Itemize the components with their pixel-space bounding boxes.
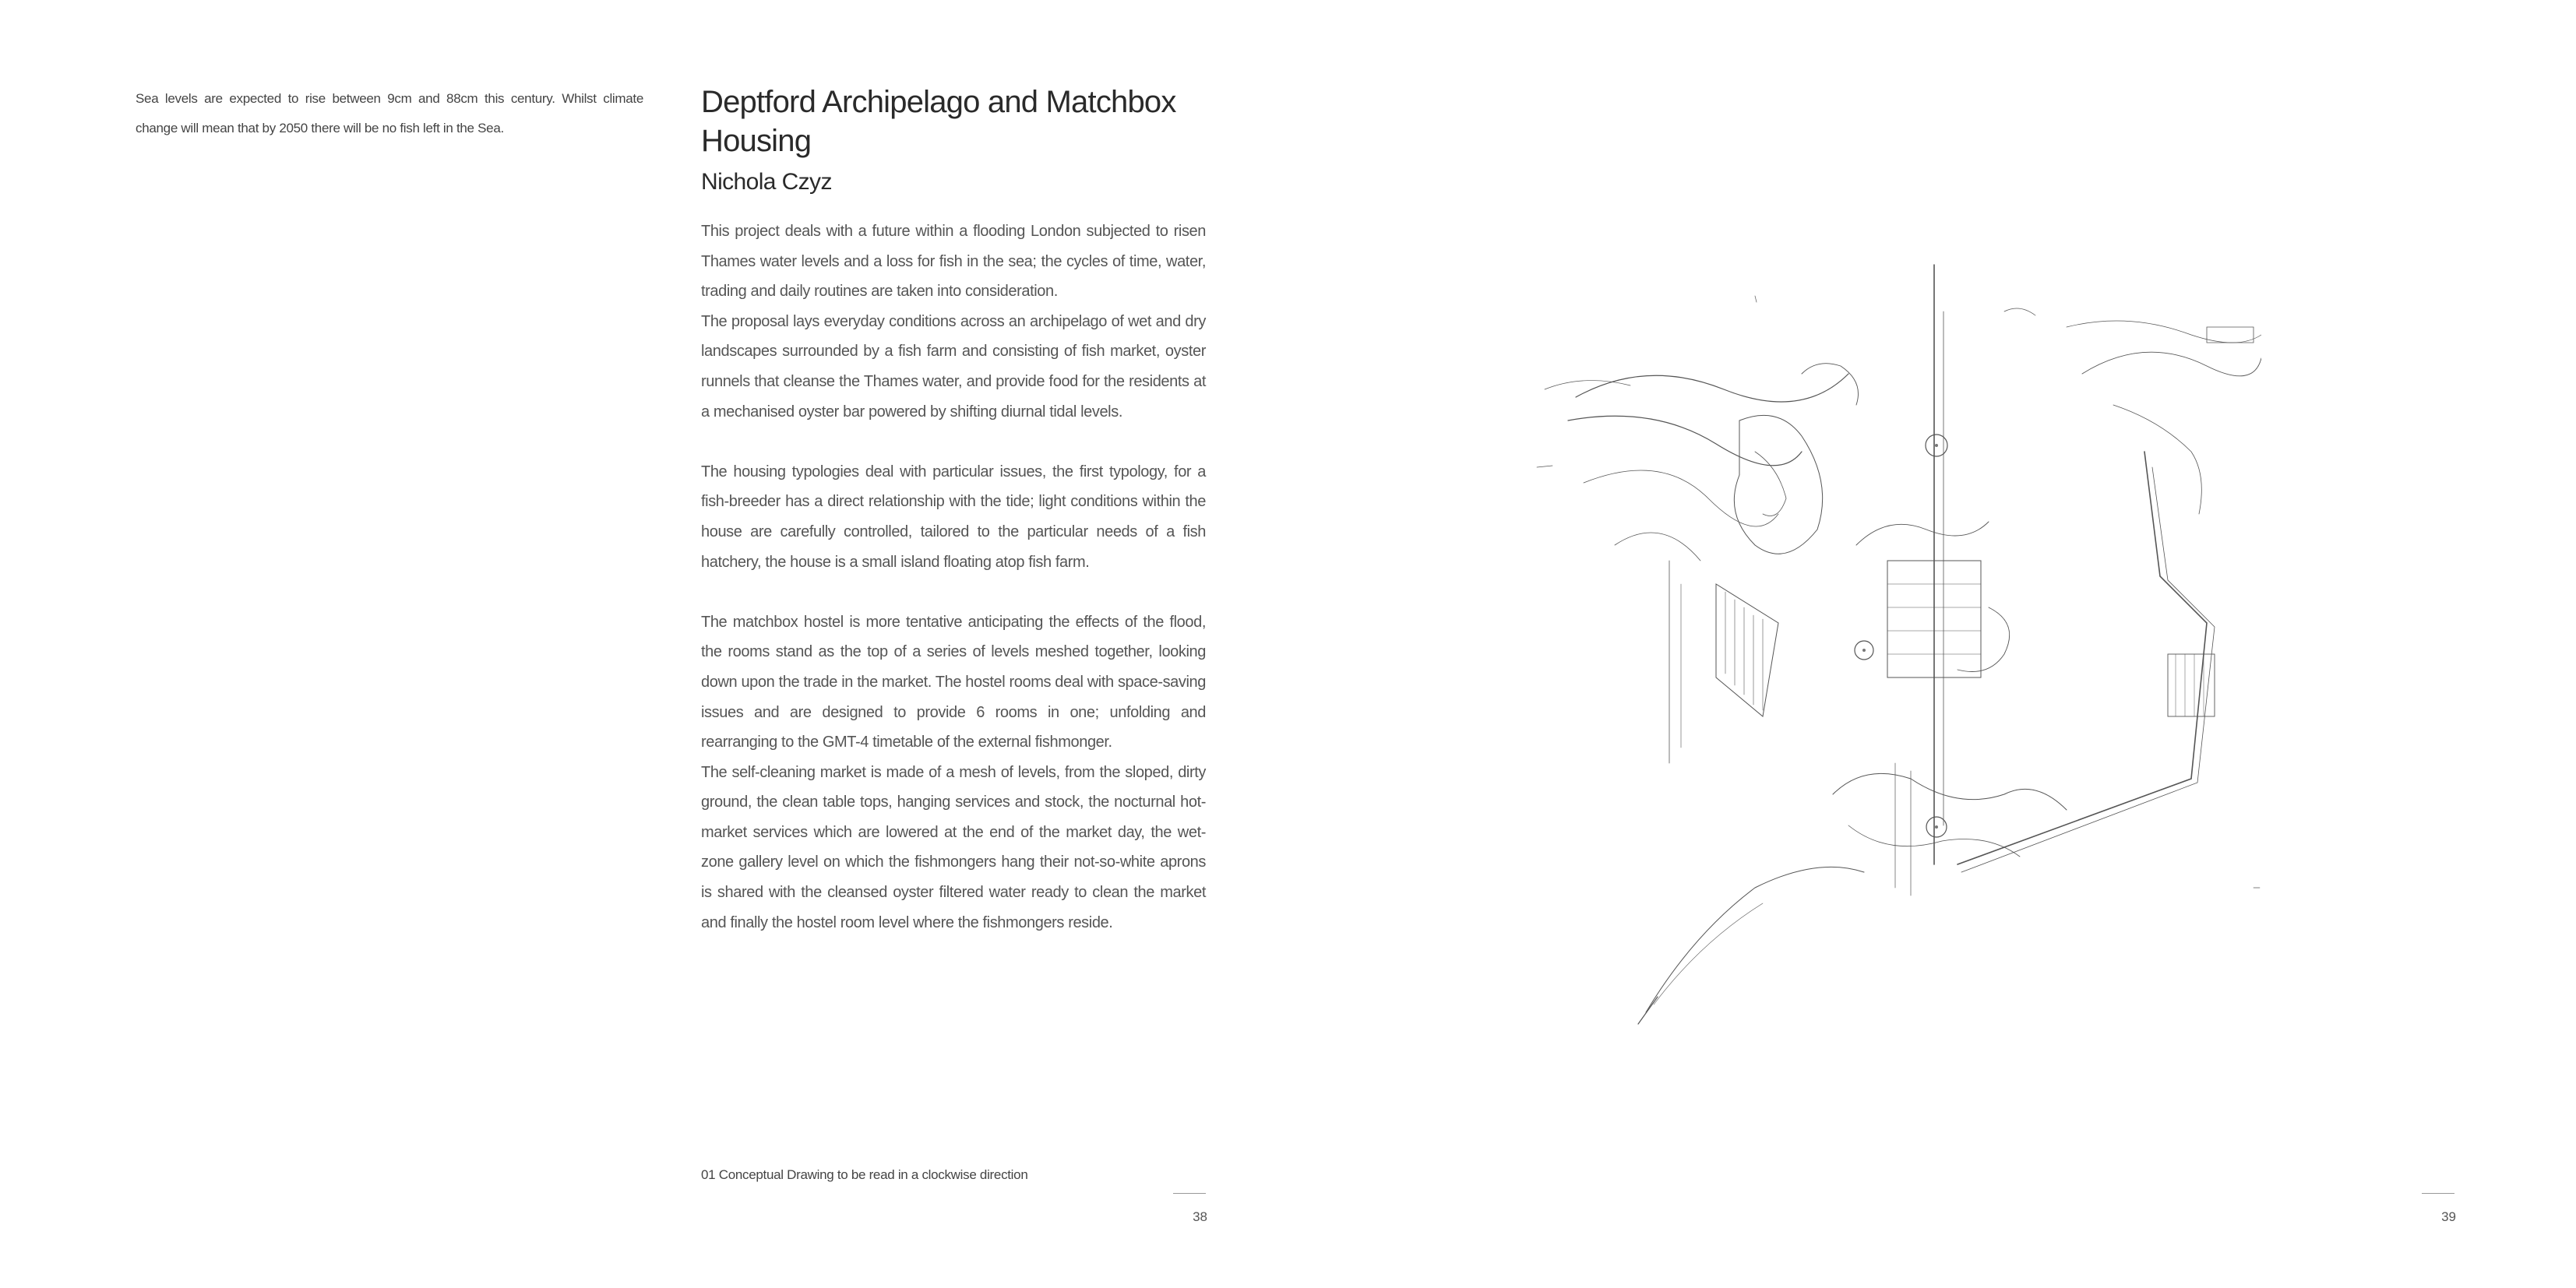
- page-number: 39: [2441, 1209, 2456, 1224]
- body-paragraph: The matchbox hostel is more tentative anticipating the effects of the flood, the rooms stand as the top of a series of levels meshed together, looking down upon the trade in the market. The hostel rooms deal with space-saving issues and are designed to provide 6 rooms in one; unfolding and rearranging to the GMT-4 timetable of the external fishmonger. The self-cleaning market is made of a mesh of levels, from the sloped, dirty ground, the clean table tops, hanging services and stock, the nocturnal hot-market services which are lowered at the end of the market day, the wet-zone gallery level on which the fishmongers hang their not-so-white aprons is shared with the cleansed oyster filtered water ready to clean the market and finally the hostel room level where the fishmongers reside.: [701, 613, 1206, 931]
- folio-rule: [1173, 1193, 1206, 1194]
- conceptual-drawing: [1521, 218, 2261, 1043]
- body-paragraph: The housing typologies deal with particular issues, the first typology, for a fish-breeder has a direct relationship with the tide; light conditions within the house are carefully controlled, tailored to the particular needs of a fish hatchery, the house is a small island floating atop fish farm.: [701, 463, 1206, 571]
- right-page: [1288, 0, 2576, 1288]
- figure-caption: 01 Conceptual Drawing to be read in a clockwise direction: [701, 1167, 1028, 1182]
- side-note: Sea levels are expected to rise between 9cm and 88cm this century. Whilst climate change will mean that by 2050 there will be no fish left in the Sea.: [136, 91, 643, 135]
- article-body: [701, 216, 1206, 968]
- folio-rule: [2422, 1193, 2454, 1194]
- body-paragraph: This project deals with a future within a flooding London subjected to risen Thames water levels and a loss for fish in the sea; the cycles of time, water, trading and daily routines are taken into consideration. The proposal lays everyday conditions across an archipelago of wet and dry landscapes surrounded by a fish farm and consisting of fish market, oyster runnels that cleanse the Thames water, and provide food for the residents at a mechanised oyster bar powered by shifting diurnal tidal levels.: [701, 223, 1206, 421]
- article-title: Deptford Archipelago and Matchbox Housing: [701, 85, 1176, 158]
- page-number: 38: [1193, 1209, 1207, 1224]
- author-name: Nichola Czyz: [701, 169, 832, 195]
